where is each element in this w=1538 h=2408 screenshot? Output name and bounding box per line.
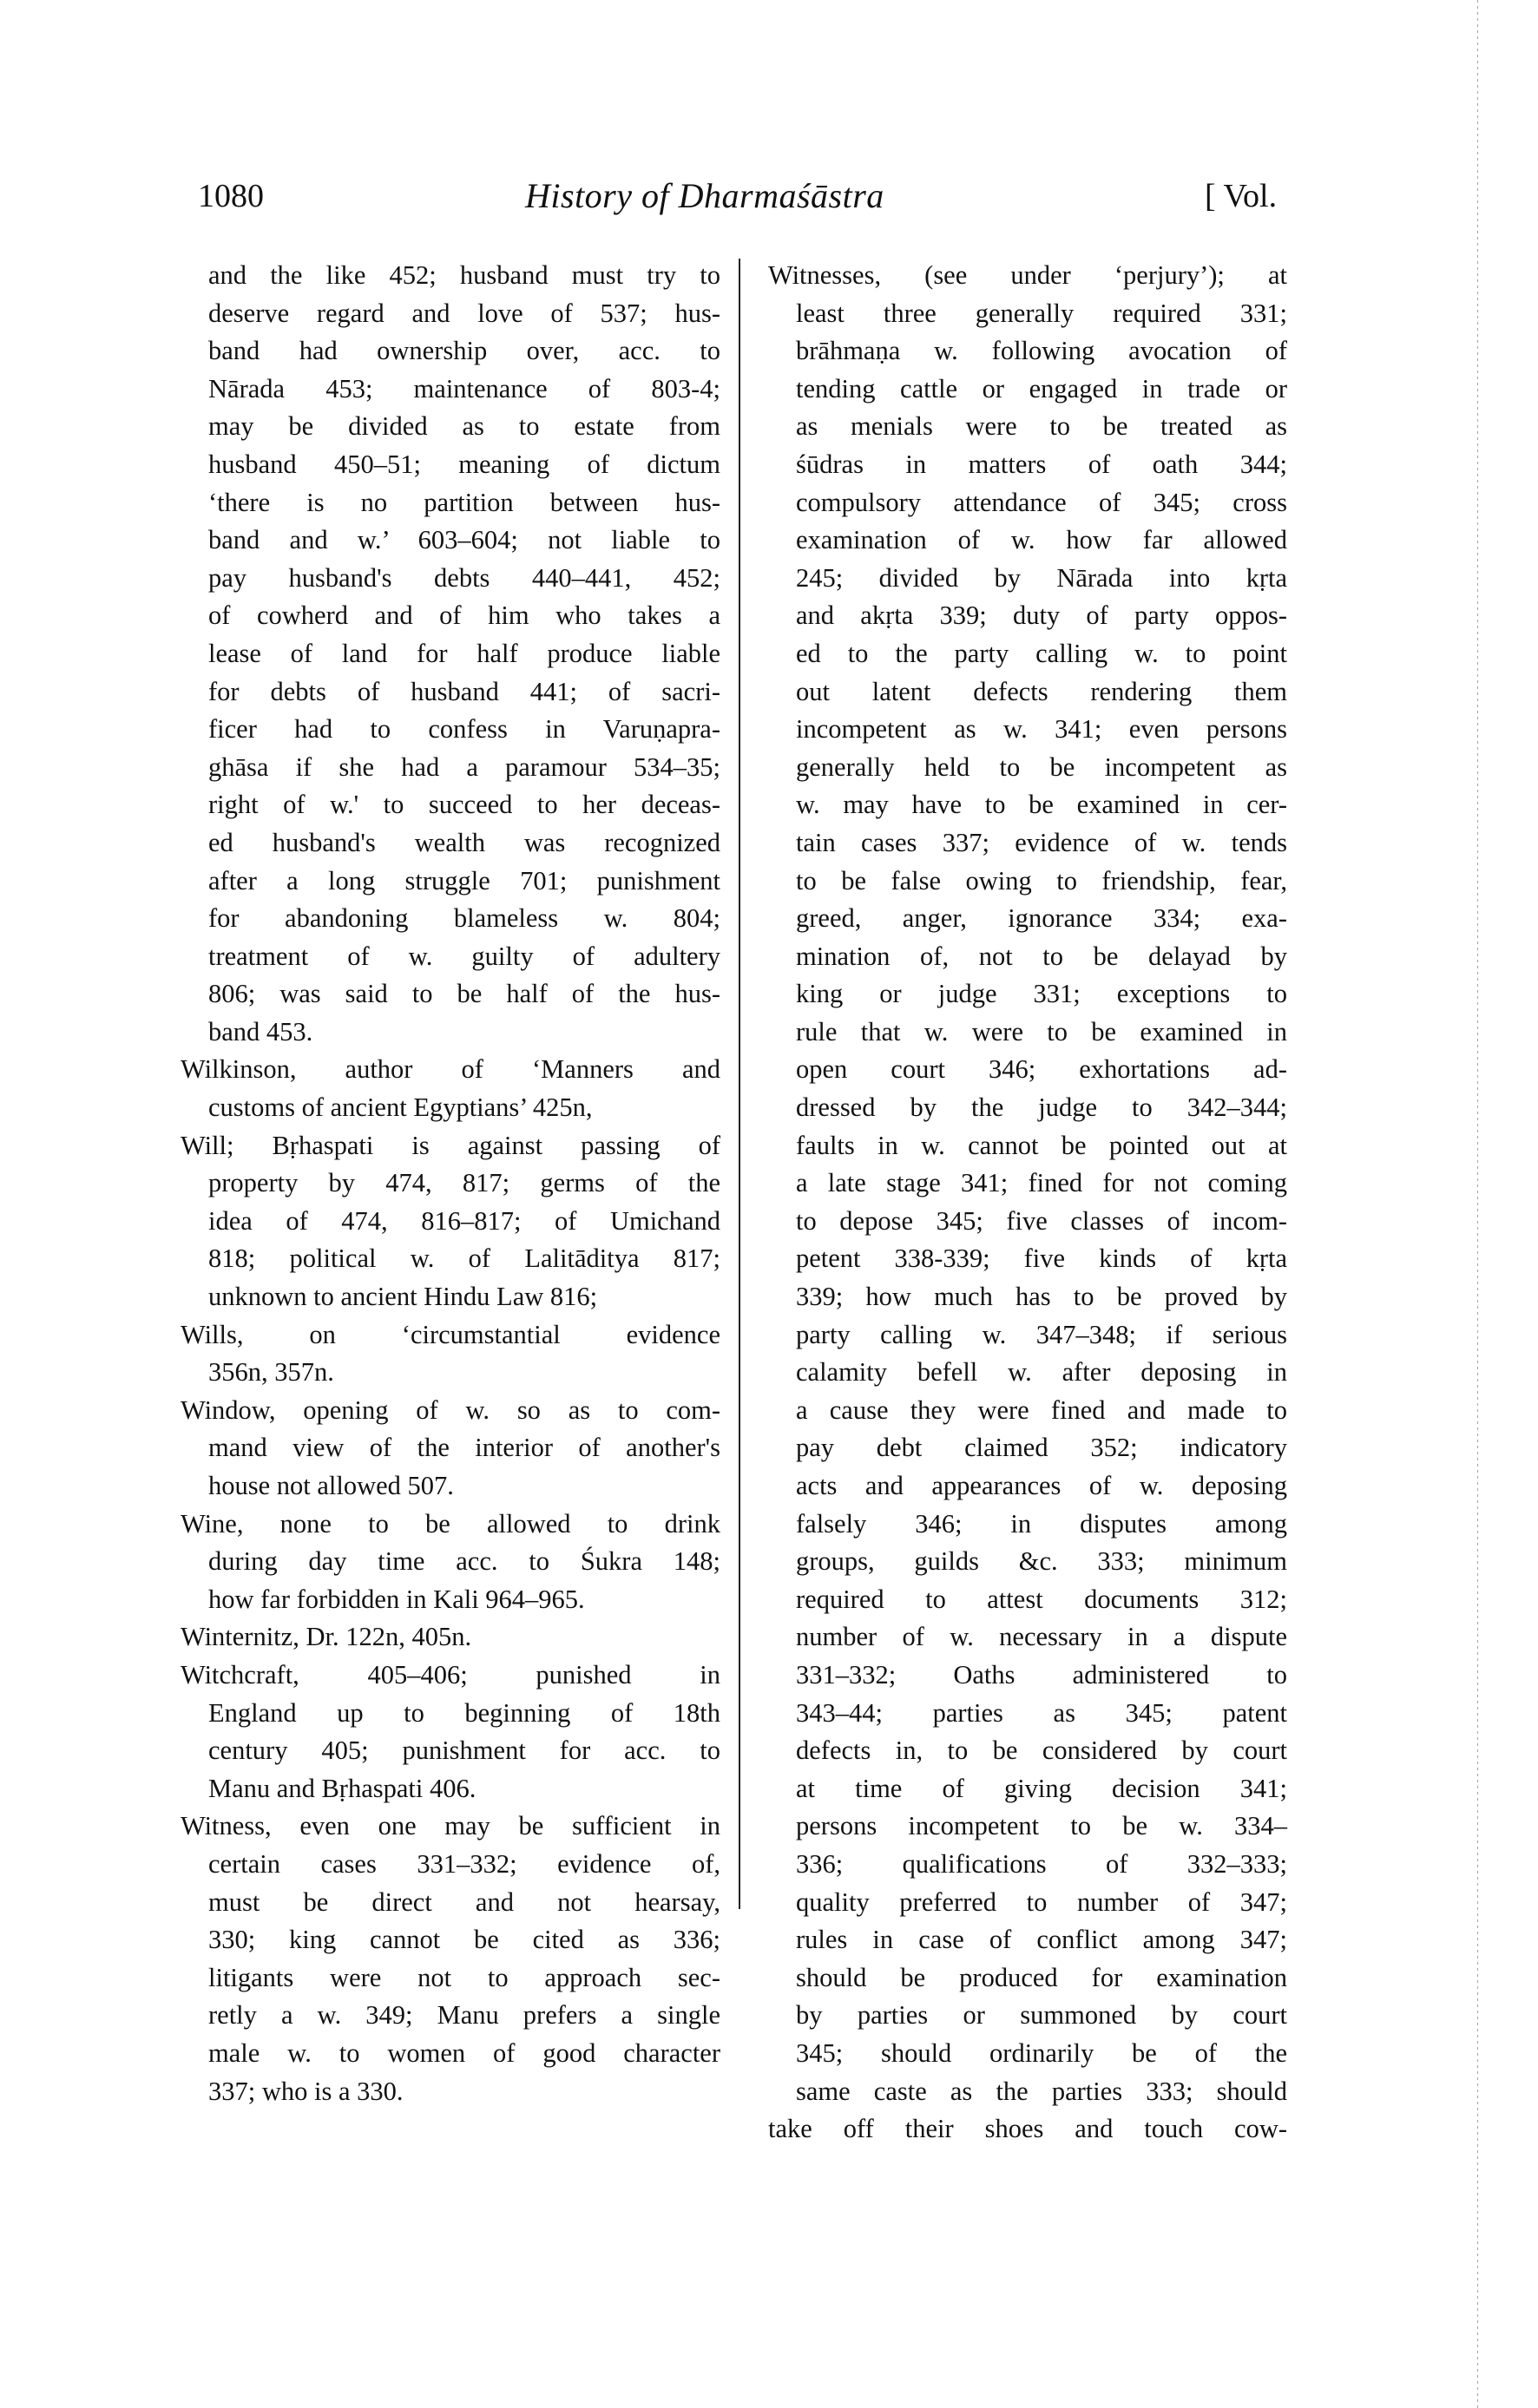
- index-entry-line: 345; should ordinarily be of the: [796, 2037, 1287, 2068]
- index-entry-line: and akṛta 339; duty of party oppos-: [796, 600, 1287, 631]
- index-entry-line: customs of ancient Egyptians’ 425n,: [208, 1092, 593, 1123]
- index-entry-line: century 405; punishment for acc. to: [208, 1735, 720, 1766]
- index-entry-line: band had ownership over, acc. to: [208, 336, 720, 366]
- index-entry-line: king or judge 331; exceptions to: [796, 979, 1287, 1009]
- index-entry-line: persons incompetent to be w. 334–: [796, 1811, 1287, 1841]
- index-entry-line: falsely 346; in disputes among: [796, 1508, 1287, 1539]
- index-entry-heading-line: Will; Bṛhaspati is against passing of: [181, 1130, 720, 1160]
- index-entry-heading-line: Witchcraft, 405–406; punished in: [181, 1659, 720, 1690]
- index-entry-line: may be divided as to estate from: [208, 411, 720, 442]
- index-entry-line: greed, anger, ignorance 334; exa-: [796, 903, 1287, 934]
- index-entry-line: acts and appearances of w. deposing: [796, 1471, 1287, 1500]
- index-entry-line: number of w. necessary in a dispute: [796, 1622, 1287, 1652]
- column-divider: [739, 259, 740, 1909]
- index-entry-line: 331–332; Oaths administered to: [796, 1659, 1287, 1690]
- index-entry-heading-line: Wills, on ‘circumstantial evidence: [181, 1319, 720, 1349]
- index-entry-line: ficer had to confess in Varuṇapra-: [208, 714, 720, 745]
- index-entry-line: same caste as the parties 333; should: [796, 2076, 1287, 2106]
- index-entry-line: 336; qualifications of 332–333;: [796, 1848, 1287, 1879]
- index-entry-line: faults in w. cannot be pointed out at: [796, 1130, 1287, 1160]
- running-title: History of Dharmaśāstra: [525, 176, 884, 215]
- index-entry-line: ghāsa if she had a paramour 534–35;: [208, 751, 720, 782]
- index-entry-line: dressed by the judge to 342–344;: [796, 1092, 1287, 1123]
- index-entry-line: groups, guilds &c. 333; minimum: [796, 1546, 1287, 1577]
- index-column-right: [768, 257, 1287, 2149]
- index-entry-line: required to attest documents 312;: [796, 1584, 1287, 1614]
- index-entry-line: band 453.: [208, 1016, 313, 1047]
- index-entry-line: tain cases 337; evidence of w. tends: [796, 827, 1287, 857]
- index-entry-line: certain cases 331–332; evidence of,: [208, 1848, 720, 1879]
- index-entry-line: Manu and Bṛhaspati 406.: [208, 1773, 477, 1803]
- index-entry-line: 806; was said to be half of the hus-: [208, 979, 720, 1009]
- index-entry-heading-line: take off their shoes and touch cow-: [768, 2114, 1287, 2144]
- page-header: [0, 174, 1538, 226]
- index-entry-line: generally held to be incompetent as: [796, 751, 1287, 782]
- index-entry-line: śūdras in matters of oath 344;: [796, 449, 1287, 479]
- index-entry-line: incompetent as w. 341; even persons: [796, 714, 1287, 745]
- index-entry-line: w. may have to be examined in cer-: [796, 790, 1287, 820]
- index-entry-line: house not allowed 507.: [208, 1471, 454, 1500]
- index-entry-line: mand view of the interior of another's: [208, 1433, 720, 1463]
- index-entry-line: must be direct and not hearsay,: [208, 1886, 720, 1917]
- index-entry-line: during day time acc. to Śukra 148;: [208, 1546, 720, 1577]
- index-entry-line: ‘there is no partition between hus-: [208, 487, 720, 517]
- index-entry-line: calamity befell w. after deposing in: [796, 1357, 1287, 1388]
- index-entry-line: treatment of w. guilty of adultery: [208, 941, 720, 971]
- page-number: 1080: [198, 178, 264, 214]
- index-entry-line: ed to the party calling w. to point: [796, 638, 1287, 668]
- index-entry-heading-line: Window, opening of w. so as to com-: [181, 1394, 720, 1425]
- index-entry-line: how far forbidden in Kali 964–965.: [208, 1584, 585, 1614]
- index-entry-line: brāhmaṇa w. following avocation of: [796, 336, 1287, 366]
- index-entry-line: England up to beginning of 18th: [208, 1697, 720, 1728]
- index-entry-line: tending cattle or engaged in trade or: [796, 373, 1287, 404]
- index-entry-line: out latent defects rendering them: [796, 676, 1287, 706]
- index-entry-line: band and w.’ 603–604; not liable to: [208, 525, 720, 555]
- index-entry-line: pay debt claimed 352; indicatory: [796, 1433, 1287, 1463]
- index-entry-heading-line: Wine, none to be allowed to drink: [181, 1508, 720, 1539]
- index-entry-line: pay husband's debts 440–441, 452;: [208, 562, 720, 593]
- index-entry-line: a cause they were fined and made to: [796, 1394, 1287, 1425]
- index-column-left: [181, 257, 720, 2110]
- index-entry-line: after a long struggle 701; punishment: [208, 865, 720, 896]
- index-entry-line: at time of giving decision 341;: [796, 1773, 1287, 1803]
- index-entry-line: 339; how much has to be proved by: [796, 1282, 1287, 1312]
- index-entry-line: for debts of husband 441; of sacri-: [208, 676, 720, 706]
- index-entry-line: Nārada 453; maintenance of 803-4;: [208, 373, 720, 404]
- index-entry-line: ed husband's wealth was recognized: [208, 827, 720, 857]
- index-entry-line: for abandoning blameless w. 804;: [208, 903, 720, 934]
- index-entry-line: petent 338-339; five kinds of kṛta: [796, 1243, 1287, 1274]
- index-entry-line: rules in case of conflict among 347;: [796, 1925, 1287, 1955]
- index-entry-line: should be produced for examination: [796, 1962, 1287, 1992]
- index-entry-line: husband 450–51; meaning of dictum: [208, 449, 720, 479]
- index-entry-line: to depose 345; five classes of incom-: [796, 1205, 1287, 1236]
- index-entry-heading-line: Winternitz, Dr. 122n, 405n.: [181, 1622, 472, 1652]
- index-entry-line: 337; who is a 330.: [208, 2076, 404, 2106]
- index-entry-line: open court 346; exhortations ad-: [796, 1054, 1287, 1085]
- index-entry-line: litigants were not to approach sec-: [208, 1962, 720, 1992]
- index-entry-line: 343–44; parties as 345; patent: [796, 1697, 1287, 1728]
- index-entry-line: least three generally required 331;: [796, 298, 1287, 328]
- index-entry-line: lease of land for half produce liable: [208, 638, 720, 668]
- index-entry-line: party calling w. 347–348; if serious: [796, 1319, 1287, 1349]
- index-entry-line: 356n, 357n.: [208, 1357, 334, 1388]
- index-entry-heading-line: Witness, even one may be sufficient in: [181, 1811, 720, 1841]
- index-entry-heading-line: Witnesses, (see under ‘perjury’); at: [768, 260, 1287, 290]
- index-entry-line: idea of 474, 816–817; of Umichand: [208, 1205, 720, 1236]
- page-edge-rule: [1477, 0, 1478, 2408]
- index-entry-line: 245; divided by Nārada into kṛta: [796, 562, 1287, 593]
- index-entry-line: 330; king cannot be cited as 336;: [208, 1925, 720, 1955]
- index-entry-line: mination of, not to be delayad by: [796, 941, 1287, 971]
- index-entry-line: compulsory attendance of 345; cross: [796, 487, 1287, 517]
- index-entry-line: as menials were to be treated as: [796, 411, 1287, 442]
- index-entry-line: deserve regard and love of 537; hus-: [208, 298, 720, 328]
- index-entry-line: examination of w. how far allowed: [796, 525, 1287, 555]
- index-entry-line: retly a w. 349; Manu prefers a single: [208, 2000, 720, 2031]
- index-entry-line: defects in, to be considered by court: [796, 1735, 1287, 1766]
- index-entry-line: a late stage 341; fined for not coming: [796, 1168, 1287, 1198]
- index-entry-line: male w. to women of good character: [208, 2037, 720, 2068]
- index-entry-line: 818; political w. of Lalitāditya 817;: [208, 1243, 720, 1274]
- index-entry-line: by parties or summoned by court: [796, 2000, 1287, 2031]
- index-entry-heading-line: Wilkinson, author of ‘Manners and: [181, 1054, 720, 1085]
- index-entry-line: property by 474, 817; germs of the: [208, 1168, 720, 1198]
- index-entry-line: and the like 452; husband must try to: [208, 260, 720, 290]
- volume-mark: [ Vol.: [1205, 178, 1278, 214]
- index-entry-line: quality preferred to number of 347;: [796, 1886, 1287, 1917]
- index-entry-line: unknown to ancient Hindu Law 816;: [208, 1282, 598, 1312]
- index-entry-line: right of w.' to succeed to her deceas-: [208, 790, 720, 820]
- index-entry-line: rule that w. were to be examined in: [796, 1016, 1287, 1047]
- index-entry-line: to be false owing to friendship, fear,: [796, 865, 1287, 896]
- index-entry-line: of cowherd and of him who takes a: [208, 600, 720, 631]
